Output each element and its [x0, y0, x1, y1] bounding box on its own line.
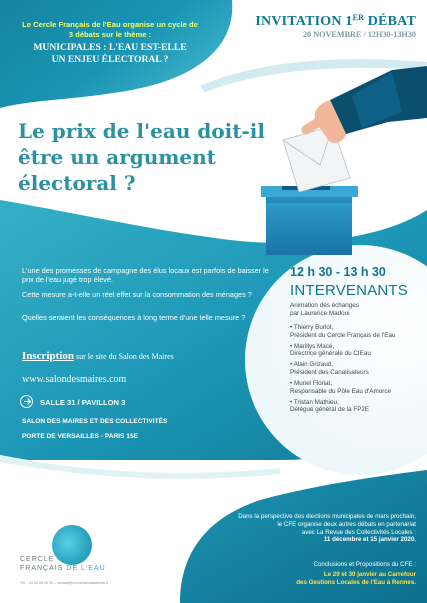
cycle-theme [18, 42, 202, 65]
title-line-3: électoral ? [18, 171, 136, 195]
room-label: SALLE 31 / PAVILLON 3 [40, 398, 126, 407]
logo-text-de-leau: DE L'EAU [66, 565, 106, 572]
registration-link[interactable]: Inscription [22, 350, 74, 362]
question-1: L'une des promesses de campagne des élus locaux est parfois de baisser le prix de l'eau jugé trop élevé. [22, 266, 269, 285]
invitation-title [228, 10, 416, 30]
speaker-item [290, 343, 420, 358]
arrow-right-icon [20, 395, 33, 408]
contact-info: Tél. : 01 40 08 00 09 – contact@cerclefrancaisdeleau.fr [20, 581, 109, 585]
question-2: Cette mesure a-t-elle un réel effet sur la consommation des ménages ? [22, 290, 252, 299]
title-line-1: Le prix de l'eau doit-il [18, 119, 265, 143]
website-link[interactable]: www.salondesmaires.com [22, 374, 127, 385]
conclusions-label: Conclusions et Propositions du CFE : [313, 561, 416, 568]
perspective-dates: 11 décembre et 15 janvier 2020. [323, 536, 416, 544]
moderation [290, 302, 410, 317]
conclusions-line-1: Le 29 et 30 janvier au Carrefour [323, 571, 416, 578]
logo-text-line-2 [20, 565, 106, 573]
speaker-item [290, 324, 420, 339]
conclusions-line-2: des Gestions Locales de l'Eau à Rennes. [296, 578, 416, 586]
cycle-intro: Le Cercle Français de l'Eau organise un cycle de 3 débats sur le thème : [22, 20, 198, 39]
speaker-role: Responsable du Pôle Eau d'Amorce [290, 387, 391, 395]
speaker-name: • Muriel Floriat, [290, 380, 333, 388]
speakers-heading: INTERVENANTS [290, 282, 408, 299]
speaker-role: Président du Cercle Français de l'Eau [290, 331, 396, 339]
invitation-suffix: DÉBAT [364, 14, 416, 29]
title-line-2: être un argument [18, 145, 216, 169]
ballot-box-illustration [261, 186, 358, 255]
perspective-line-2: le CFE organise deux autres débats en partenariat [277, 520, 416, 528]
speaker-role: Président des Canalisateurs [290, 368, 369, 376]
logo-drop-icon [52, 525, 92, 565]
logo-text-francais: FRANÇAIS [20, 565, 67, 572]
invitation-prefix: INVITATION 1 [255, 14, 353, 29]
speaker-name: • Thierry Burlot, [290, 324, 334, 331]
perspective-line-1: Dans la perspective des élections municipales de mars prochain, [238, 513, 416, 520]
moderation-line-1: Animation des échanges [290, 302, 359, 309]
speakers-time: 12 h 30 - 13 h 30 [290, 265, 386, 279]
perspective-line-3: avec La Revue des Collectivités Locales : [301, 528, 416, 536]
conclusions-details [200, 571, 416, 587]
speaker-role: Délégué général de la FP2E [290, 406, 370, 414]
speaker-role: Directrice générale du CIEau [290, 350, 371, 358]
speakers-list [290, 324, 420, 417]
moderation-line-2: par Laurence Madoui [290, 309, 350, 317]
question-3: Quelles seraient les conséquences à long terme d'une telle mesure ? [22, 313, 246, 322]
speaker-item [290, 399, 420, 414]
logo-text-line-1: CERCLE [20, 556, 55, 563]
speaker-name: • Alain Grizaud, [290, 361, 334, 369]
main-title [18, 118, 278, 196]
venue-line-2: PORTE DE VERSAILLES - PARIS 15E [22, 433, 139, 440]
registration-suffix: sur le site du Salon des Maires [73, 352, 174, 361]
speaker-item [290, 361, 420, 376]
theme-line-2: UN ENJEU ÉLECTORAL ? [51, 53, 169, 65]
theme-line-1: MUNICIPALES : L'EAU EST-ELLE [33, 42, 187, 53]
speaker-item [290, 380, 420, 395]
speaker-name: • Marillys Macé, [290, 342, 335, 350]
event-date: 20 NOVEMBRE / 12H30-13H30 [302, 30, 416, 39]
perspective-text [200, 513, 416, 544]
speaker-name: • Tristan Mathieu, [290, 398, 339, 406]
invitation-sup: ER [352, 13, 365, 22]
registration-line [22, 350, 282, 363]
venue-line-1: SALON DES MAIRES ET DES COLLECTIVITÉS [22, 418, 168, 425]
